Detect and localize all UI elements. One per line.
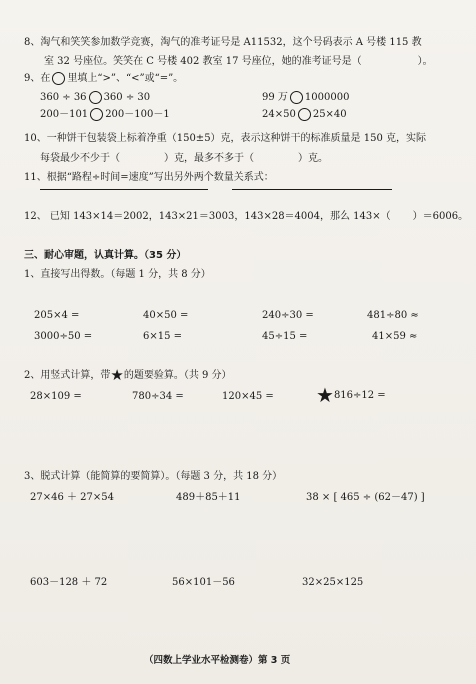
compare-circle[interactable] [290, 91, 303, 104]
vertical-calc-item: 28×109 = [30, 391, 82, 402]
q8-line2-end: ）。 [417, 56, 433, 67]
q9-r1b-right: 1000000 [304, 92, 350, 103]
s2-title-b: 的题要验算。（共 9 分） [123, 370, 232, 381]
stepwise-calc-item: 603－128 ＋ 72 [30, 577, 108, 588]
q12-text: 12、 已知 143×14＝2002，143×21＝3003，143×28＝4004，那么 143×（ [24, 211, 391, 222]
q9-r2b-right: 25×40 [312, 109, 347, 120]
stepwise-calc-item: 27×46 ＋ 27×54 [30, 492, 115, 503]
calc-item: 45÷15 = [262, 331, 308, 342]
q11-text: 11、根据“路程÷时间=速度”写出另外两个数量关系式： [24, 172, 274, 183]
q10-line2 [40, 152, 328, 165]
q9-r2a-right: 200－100－1 [105, 109, 170, 120]
calc-item: 41×59 ≈ [372, 331, 418, 342]
vertical-calc-item-verify [316, 383, 386, 407]
q9-rest: 里填上“>”、“<”或“=”。 [67, 73, 184, 84]
q12-end: ）＝6006。 [412, 211, 469, 222]
q8-line2 [44, 55, 433, 68]
q9-r1a-left: 360 ÷ 36 [40, 92, 87, 103]
q12-line [24, 210, 468, 223]
vertical-calc-item: 780÷34 = [132, 391, 184, 402]
vertical-calc-item: 120×45 = [222, 391, 274, 402]
s2-title [24, 366, 232, 384]
section3-title: 三、耐心审题，认真计算。（35 分） [24, 250, 187, 261]
s1-title: 1、直接写出得数。（每题 1 分，共 8 分） [24, 269, 211, 280]
page-footer: （四数上学业水平检测卷）第 3 页 [144, 655, 291, 666]
q8-line2-text: 室 32 号座位。笑笑在 C 号楼 402 教室 17 号座位，她的准考证号是（ [44, 56, 362, 67]
stepwise-calc-item: 56×101－56 [172, 577, 235, 588]
s2-title-a: 2、用竖式计算，带 [24, 370, 111, 381]
compare-circle[interactable] [89, 91, 102, 104]
q9-compare-4 [262, 108, 347, 121]
q9-instruction [24, 72, 183, 85]
stepwise-calc-item: 489＋85＋11 [176, 492, 241, 503]
calc-item: 240÷30 = [262, 310, 314, 321]
star-icon: ★ [316, 383, 334, 407]
q9-r1a-right: 360 ÷ 30 [103, 92, 151, 103]
s2-item-4: 816÷12 = [333, 390, 386, 401]
calc-item: 481÷80 ≈ [367, 310, 419, 321]
q10-max-label: ）克，最多不多于（ [164, 153, 254, 164]
q9-compare-1 [40, 91, 150, 104]
q11-answer-line-1[interactable] [40, 189, 208, 190]
calc-item: 40×50 = [143, 310, 189, 321]
calc-item: 3000÷50 = [34, 331, 93, 342]
s3-title: 3、脱式计算（能简算的要简算）。（每题 3 分，共 18 分） [24, 471, 283, 482]
stepwise-calc-item: 32×25×125 [302, 577, 364, 588]
q11-answer-line-2[interactable] [232, 189, 392, 190]
q10-min-label: 每袋最少不少于（ [40, 153, 120, 164]
circle-icon [52, 72, 65, 85]
q10-end: ）克。 [298, 153, 328, 164]
q9-compare-2 [262, 91, 349, 104]
q10-line1: 10、一种饼干包装袋上标着净重（150±5）克，表示这种饼干的标准质量是 150 克，实际 [24, 133, 426, 144]
star-icon: ★ [110, 366, 124, 384]
compare-circle[interactable] [90, 108, 103, 121]
q9-label: 9、在 [24, 73, 51, 84]
q8-line1: 8、淘气和笑笑参加数学竞赛，淘气的准考证号是 A11532，这个号码表示 A 号楼 115 教 [24, 37, 422, 48]
stepwise-calc-item: 38 × [ 465 ÷ (62－47) ] [306, 492, 425, 503]
compare-circle[interactable] [298, 108, 311, 121]
q9-r2a-left: 200－101 [40, 109, 89, 120]
q9-r2b-left: 24×50 [262, 109, 296, 120]
q9-r1b-left: 99 万 [262, 92, 288, 103]
q9-compare-3 [40, 108, 170, 121]
calc-item: 6×15 = [143, 331, 183, 342]
calc-item: 205×4 = [34, 310, 80, 321]
